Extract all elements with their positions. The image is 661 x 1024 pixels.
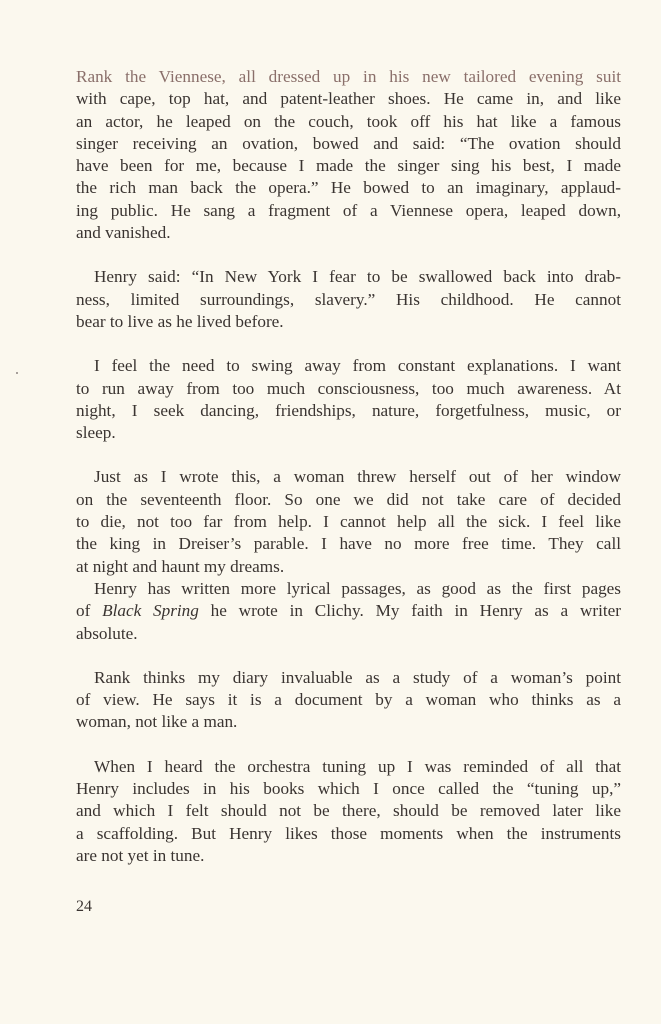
paragraph-gap [76,244,621,266]
text-line-faded: Rank the Viennese, all dressed up in his new tailored evening suit [76,67,621,86]
text-line: sleep. [76,423,116,443]
book-title: Black Spring [102,601,199,621]
text-line: Just as I wrote this, a woman threw herself out of her window [94,467,621,487]
paragraph-gap [76,444,621,466]
text-line: Henry said: “In New York I fear to be swallowed back into drab- [94,267,621,287]
text-line: When I heard the orchestra tuning up I was reminded of all that [94,756,621,776]
paragraph-6 [76,667,621,734]
text-line: a scaffolding. But Henry likes those moments when the instruments [76,823,621,843]
text-line: night, I seek dancing, friendships, nature, forgetfulness, music, or [76,400,621,420]
paper-speck [16,372,18,374]
page-number: 24 [76,898,92,915]
text-line: and vanished. [76,223,171,243]
text-line: on the seventeenth floor. So one we did not take care of decided [76,489,621,509]
paragraph-5 [76,578,621,645]
text-line [76,88,621,110]
text-line: the rich man back the opera.” He bowed to an imaginary, applaud- [76,178,621,198]
text-line: to die, not too far from help. I cannot help all the sick. I feel like [76,512,621,532]
body-text [76,66,621,867]
paragraph-3 [76,355,621,444]
paragraph-2 [76,266,621,333]
text-line: of view. He says it is a document by a woman who thinks as a [76,690,621,710]
text-line: Henry has written more lyrical passages, as good as the first pages [94,578,621,598]
paragraph-7 [76,756,621,867]
text-line: an actor, he leaped on the couch, took off his hat like a famous [76,111,621,131]
text-line: to run away from too much consciousness, too much awareness. At [76,378,621,398]
text-line: I feel the need to swing away from constant explanations. I want [94,356,621,376]
paragraph-gap [76,734,621,756]
text-line: absolute. [76,623,138,643]
paragraph-4 [76,466,621,577]
text-line [76,66,621,88]
text-line-content: with cape, top hat, and patent-leather shoes. He came in, and like [76,89,621,109]
paragraph-gap [76,333,621,355]
text-line: are not yet in tune. [76,845,205,865]
text-line: have been for me, because I made the singer sing his best, I made [76,156,621,176]
text-line: and which I felt should not be there, should be removed later like [76,801,621,821]
text-line: the king in Dreiser’s parable. I have no more free time. They call [76,534,621,554]
text-line: Rank thinks my diary invaluable as a study of a woman’s point [94,667,621,687]
text-line: singer receiving an ovation, bowed and said: “The ovation should [76,133,621,153]
text-line: bear to live as he lived before. [76,311,284,331]
text-line: ness, limited surroundings, slavery.” His childhood. He cannot [76,289,621,309]
text-line-with-title: of Black Spring he wrote in Clichy. My faith in Henry as a writer [76,601,621,621]
text-line: woman, not like a man. [76,712,238,732]
text-line: Henry includes in his books which I once called the “tuning up,” [76,779,621,799]
text-line: at night and haunt my dreams. [76,556,285,576]
paragraph-1 [76,66,621,244]
text-line: ing public. He sang a fragment of a Viennese opera, leaped down, [76,200,621,220]
paragraph-gap [76,645,621,667]
